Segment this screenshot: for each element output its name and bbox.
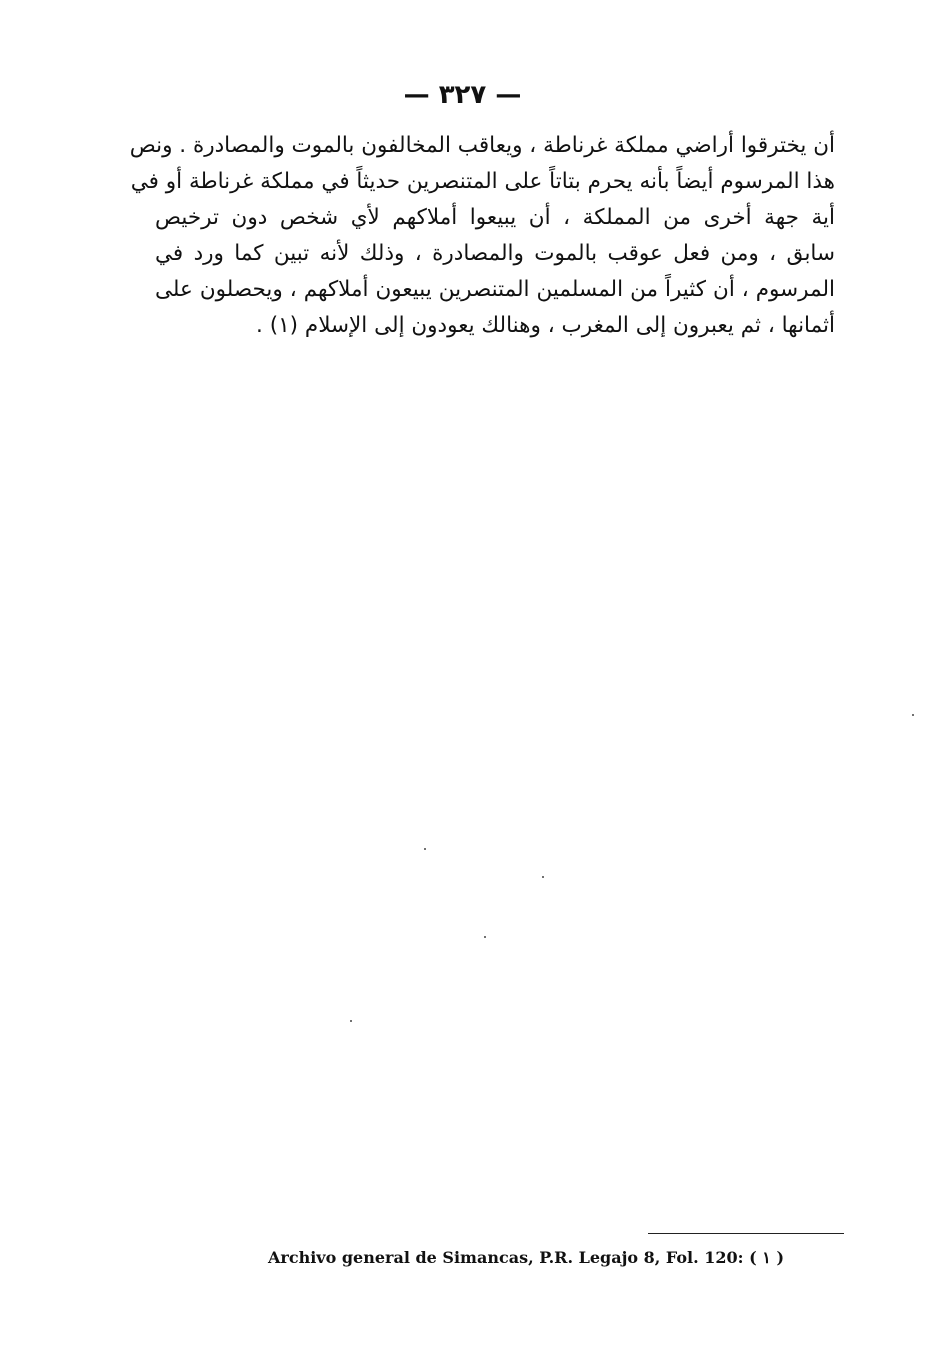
text-line: سابق ، ومن فعل عوقب بالموت والمصادرة ، وذلك لأنه تبين كما ورد في xyxy=(155,241,835,266)
scan-speck xyxy=(350,1020,352,1022)
text-line: أثمانها ، ثم يعبرون إلى المغرب ، وهنالك يعودون إلى الإسلام (١) . xyxy=(256,313,835,338)
text-line: أن يخترقوا أراضي مملكة غرناطة ، ويعاقب المخالفون بالموت والمصادرة . ونص xyxy=(129,133,835,158)
scan-speck xyxy=(542,876,544,878)
footnote: Archivo general de Simancas, P.R. Legajo 8, Fol. 120: ( ١ ) xyxy=(268,1248,785,1267)
scan-speck xyxy=(484,936,486,938)
footnote-divider xyxy=(648,1233,844,1234)
scan-speck xyxy=(424,848,426,850)
scan-speck xyxy=(912,714,914,716)
text-line: المرسوم ، أن كثيراً من المسلمين المتنصرين يبيعون أملاكهم ، ويحصلون على xyxy=(155,277,835,302)
text-line: أية جهة أخرى من المملكة ، أن يبيعوا أملاكهم لأي شخص دون ترخيص xyxy=(155,205,835,230)
page-number: — ٣٢٧ — xyxy=(403,80,522,110)
body-paragraph xyxy=(129,128,835,344)
text-line: هذا المرسوم أيضاً بأنه يحرم بتاتاً على المتنصرين حديثاً في مملكة غرناطة أو في xyxy=(130,169,835,194)
